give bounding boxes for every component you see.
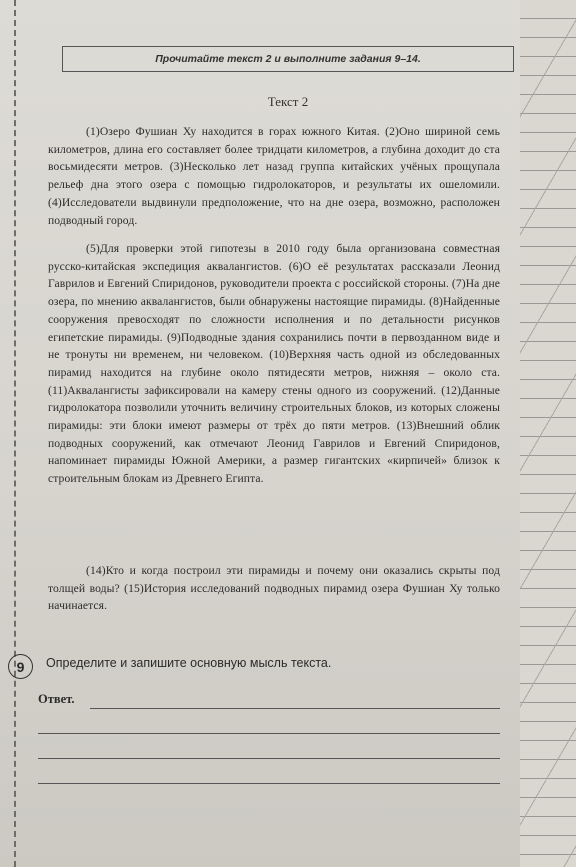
answer-label: Ответ. (38, 692, 75, 706)
instruction-box (62, 46, 514, 72)
paragraph-3: (14)Кто и когда построил эти пирамиды и почему они оказались скрыты под толщей воды? (15)История исследований подводных пирамид озера Фушиан Ху только начинается. (48, 564, 500, 613)
paragraph-2: (5)Для проверки этой гипотезы в 2010 году была организована совместная русско-китайская экспедиция аквалангистов. (6)О её результатах рассказали Леонид Гаврилов и Евгений Спиридонов, руководители проекта с российской стороны. (7)На дне озера, по мнению аквалангистов, были обнаружены настоящие пирамиды. (8)Найденные сооружения превосходят по сложности исполнения и по детальности рисунков египетские пирамиды. (9)Подводные здания сохранились почти в первозданном виде и не тронуты ни временем, ни человеком. (10)Верхняя часть одной из обследованных пирамид находится на глубине около пятидесяти метров, нижняя – около ста. (11)Аквалангисты зафиксировали на камеру стены одного из сооружений. (12)Данные гидролокатора позволили уточнить величину строительных блоков, из которых сложены пирамиды: эти блоки имеют размеры от трёх до пяти метров. (13)Внешний облик подводных сооружений, как отмечают Леонид Гаврилов и Евгений Спиридонов, напоминает пирамиды Южной Америки, а размер гигантских «кирпичей» близок к строительным блокам из Древнего Египта. (48, 242, 500, 486)
text-title: Текст 2 (267, 94, 309, 109)
answer-line-2[interactable] (38, 733, 500, 734)
answer-line-1[interactable] (90, 708, 500, 709)
answer-line-4[interactable] (38, 783, 500, 784)
question-text: Определите и запишите основную мысль текста. (46, 656, 332, 670)
answer-grid-strip (520, 0, 576, 867)
question-number-badge (8, 654, 33, 679)
answer-line-3[interactable] (38, 758, 500, 759)
instruction-text: Прочитайте текст 2 и выполните задания 9–14. (155, 53, 421, 65)
margin-dashed-line (14, 0, 16, 867)
question-number: 9 (16, 658, 25, 675)
paragraph-1: (1)Озеро Фушиан Ху находится в горах южного Китая. (2)Оно шириной семь километров, длина его составляет более тридцати километров, а глубина доходит до ста восьмидесяти метров. (3)Несколько лет назад группа китайских учёных прощупала рельеф дна этого озера с помощью гидролокаторов, и результаты их ошеломили. (4)Исследователи выдвинули предположение, что на дне озера, возможно, расположен подводный город. (48, 125, 500, 227)
